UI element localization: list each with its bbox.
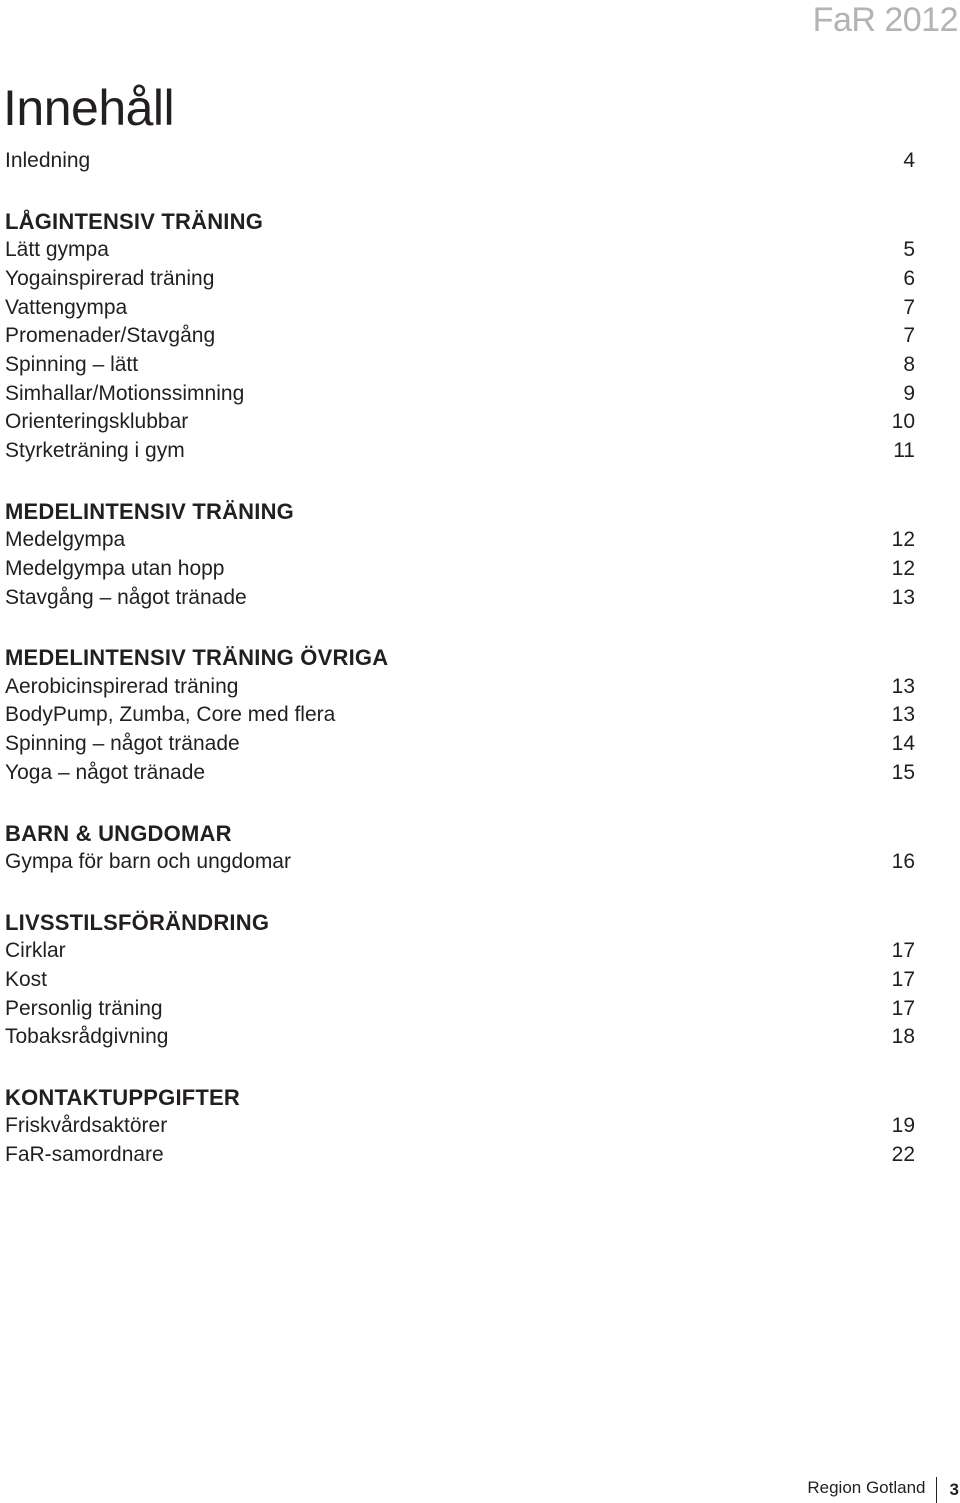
toc-section xyxy=(5,643,915,787)
toc-entry xyxy=(5,1141,915,1170)
toc-entry-page: 4 xyxy=(903,149,915,172)
toc-entry xyxy=(5,265,915,294)
toc-entry xyxy=(5,351,915,380)
toc-entry-page: 17 xyxy=(891,996,915,1020)
toc-entry-page: 7 xyxy=(903,324,915,348)
toc-entry-label: Kost xyxy=(5,967,48,991)
toc-entry xyxy=(5,322,915,351)
toc-entry-page: 17 xyxy=(891,967,915,991)
toc-entry-page: 16 xyxy=(891,850,915,873)
toc-entry-intro xyxy=(5,147,915,176)
toc-entry-label: Yogainspirerad träning xyxy=(5,266,215,290)
toc-entry-label: Orienteringsklubbar xyxy=(5,410,189,434)
toc-entry xyxy=(5,701,915,730)
toc-section xyxy=(5,819,915,877)
toc-entry-label: Yoga – något tränade xyxy=(5,760,206,784)
toc-entry-page: 14 xyxy=(891,732,915,756)
toc-entry xyxy=(5,937,915,966)
toc-entry-label: Vattengympa xyxy=(5,295,128,319)
toc-section-title: MEDELINTENSIV TRÄNING xyxy=(5,498,294,524)
toc-entry xyxy=(5,848,915,877)
toc-entry xyxy=(5,380,915,409)
toc-entry-page: 8 xyxy=(903,352,915,376)
table-of-contents xyxy=(5,147,915,1170)
toc-entry xyxy=(5,408,915,437)
toc-entry-label: FaR-samordnare xyxy=(5,1143,164,1167)
page-footer xyxy=(807,1475,960,1503)
toc-sections xyxy=(5,207,915,1170)
toc-entry-label: Stavgång – något tränade xyxy=(5,585,247,609)
toc-entry xyxy=(5,966,915,995)
toc-entry xyxy=(5,294,915,323)
toc-entry xyxy=(5,1112,915,1141)
toc-entry-label: BodyPump, Zumba, Core med flera xyxy=(5,703,336,727)
toc-entry-page: 15 xyxy=(891,760,915,784)
toc-entry-label: Friskvårdsaktörer xyxy=(5,1114,168,1138)
toc-entry xyxy=(5,236,915,265)
toc-entry-page: 13 xyxy=(891,674,915,698)
toc-entry xyxy=(5,437,915,466)
toc-entry xyxy=(5,995,915,1024)
toc-section xyxy=(5,1083,915,1170)
toc-entry xyxy=(5,555,915,584)
toc-entry-page: 11 xyxy=(893,439,915,462)
footer-organization: Region Gotland xyxy=(807,1478,926,1497)
toc-entry xyxy=(5,759,915,788)
toc-entry-label: Styrketräning i gym xyxy=(5,439,185,462)
toc-entry xyxy=(5,673,915,702)
toc-entry-page: 12 xyxy=(891,528,915,552)
toc-entry-page: 19 xyxy=(891,1114,915,1138)
toc-entry-label: Inledning xyxy=(5,149,91,172)
toc-section-title: MEDELINTENSIV TRÄNING ÖVRIGA xyxy=(5,645,389,671)
toc-entry-label: Tobaksrådgivning xyxy=(5,1025,169,1049)
toc-entry-label: Promenader/Stavgång xyxy=(5,324,216,348)
toc-entry xyxy=(5,1023,915,1052)
toc-entry-page: 22 xyxy=(891,1143,915,1167)
toc-entry-label: Lätt gympa xyxy=(5,238,109,262)
toc-section xyxy=(5,497,915,613)
toc-entry xyxy=(5,730,915,759)
toc-entry-page: 10 xyxy=(891,410,915,434)
toc-entry-page: 13 xyxy=(891,585,915,609)
toc-entry-label: Spinning – något tränade xyxy=(5,732,240,756)
toc-entry-label: Gympa för barn och ungdomar xyxy=(5,850,291,873)
toc-entry-page: 7 xyxy=(903,295,915,319)
toc-entry-page: 5 xyxy=(903,238,915,262)
toc-entry-page: 6 xyxy=(903,266,915,290)
document-header-label: FaR 2012 xyxy=(812,1,958,39)
toc-entry-page: 18 xyxy=(891,1025,915,1049)
toc-entry-label: Simhallar/Motionssimning xyxy=(5,381,245,405)
toc-section xyxy=(5,908,915,1052)
toc-entry xyxy=(5,584,915,613)
toc-section-title: LIVSSTILSFÖRÄNDRING xyxy=(5,909,270,935)
toc-section xyxy=(5,207,915,466)
page-title: Innehåll xyxy=(3,80,175,136)
toc-entry-label: Medelgympa xyxy=(5,528,126,552)
toc-entry-page: 17 xyxy=(891,939,915,963)
toc-entry-label: Medelgympa utan hopp xyxy=(5,556,225,580)
toc-entry-label: Spinning – lätt xyxy=(5,352,139,376)
toc-entry-page: 9 xyxy=(903,381,915,405)
toc-entry-label: Cirklar xyxy=(5,939,66,963)
toc-section-title: LÅGINTENSIV TRÄNING xyxy=(5,208,264,234)
toc-entry xyxy=(5,526,915,555)
toc-entry-page: 13 xyxy=(891,703,915,727)
toc-section-title: BARN & UNGDOMAR xyxy=(5,820,232,846)
toc-entry-label: Personlig träning xyxy=(5,996,163,1020)
toc-section-title: KONTAKTUPPGIFTER xyxy=(5,1084,241,1110)
footer-page-number: 3 xyxy=(949,1480,959,1499)
toc-entry-label: Aerobicinspirerad träning xyxy=(5,674,239,698)
toc-entry-page: 12 xyxy=(891,556,915,580)
